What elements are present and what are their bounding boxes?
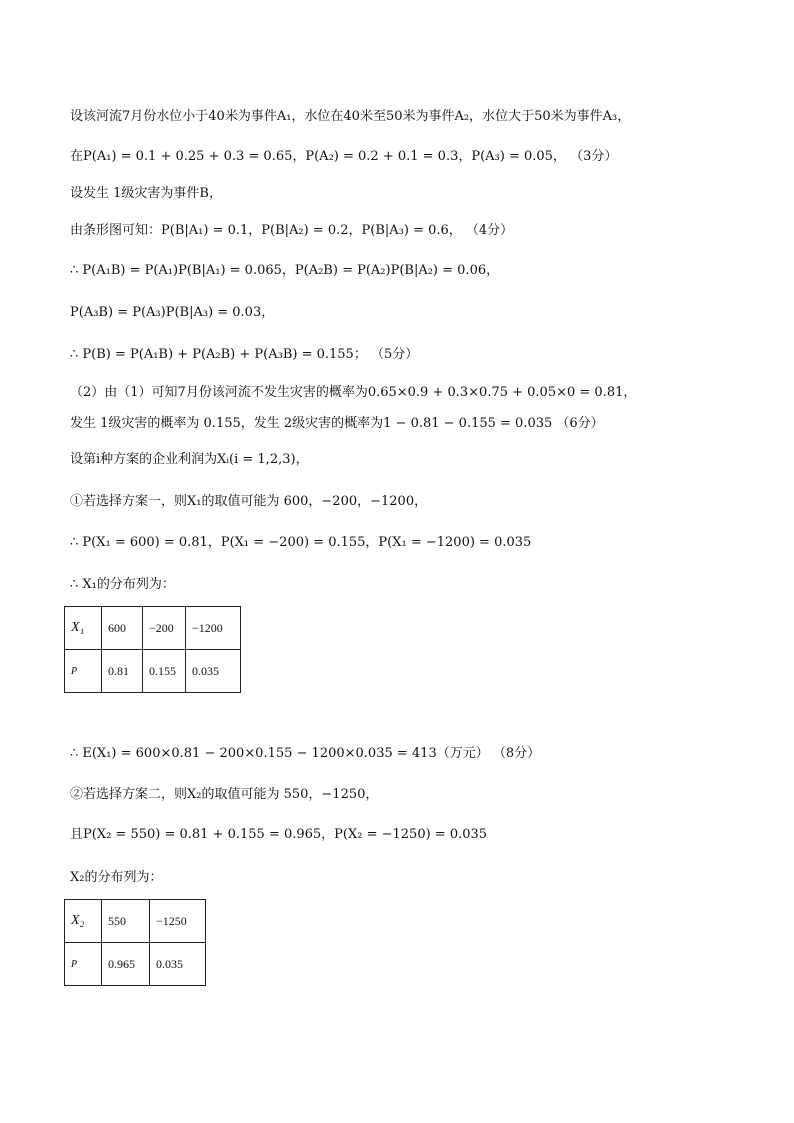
text-line: 在P(A₁) = 0.1 + 0.25 + 0.3 = 0.65，P(A₂) = 0.2 + 0.1 = 0.3，P(A₃) = 0.05， （3分） xyxy=(70,149,618,164)
text-line: （2）由（1）可知7月份该河流不发生灾害的概率为0.65×0.9 + 0.3×0.75 + 0.05×0 = 0.81， xyxy=(70,385,637,400)
table-row xyxy=(65,900,206,943)
table-row xyxy=(65,650,241,693)
text-line: X₂的分布列为： xyxy=(70,870,163,885)
distribution-table-x2 xyxy=(64,899,206,986)
text-line: 设发生 1级灾害为事件B， xyxy=(70,186,222,201)
text-line: ∴ P(X₁ = 600) = 0.81，P(X₁ = −200) = 0.155，P(X₁ = −1200) = 0.035 xyxy=(70,535,532,550)
table-row xyxy=(65,943,206,986)
distribution-table-x1 xyxy=(64,606,241,693)
table-cell: 0.035 xyxy=(186,650,241,693)
text-line: 发生 1级灾害的概率为 0.155，发生 2级灾害的概率为1 − 0.81 − 0.155 = 0.035 （6分） xyxy=(70,416,604,431)
text-line: ∴ E(X₁) = 600×0.81 − 200×0.155 − 1200×0.035 = 413（万元） （8分） xyxy=(70,746,541,761)
table-cell: −1200 xyxy=(186,607,241,650)
table-cell: X₁ xyxy=(65,607,102,650)
text-line: P(A₃B) = P(A₃)P(B|A₃) = 0.03， xyxy=(70,305,275,320)
table-cell: X₂ xyxy=(65,900,102,943)
text-line: ②若选择方案二，则X₂的取值可能为 550，−1250， xyxy=(70,787,379,802)
table-cell: 0.965 xyxy=(102,943,150,986)
text-line: ∴ P(A₁B) = P(A₁)P(B|A₁) = 0.065，P(A₂B) = P(A₂)P(B|A₂) = 0.06， xyxy=(70,263,500,278)
table-cell: P xyxy=(65,943,102,986)
table-row xyxy=(65,607,241,650)
text-line: ①若选择方案一，则X₁的取值可能为 600，−200，−1200， xyxy=(70,494,428,509)
table-cell: P xyxy=(65,650,102,693)
text-line: 设该河流7月份水位小于40米为事件A₁，水位在40米至50米为事件A₂，水位大于50米为事件A₃， xyxy=(70,109,631,124)
table-cell: 0.81 xyxy=(102,650,143,693)
text-line: ∴ P(B) = P(A₁B) + P(A₂B) + P(A₃B) = 0.155； （5分） xyxy=(70,347,419,362)
table-cell: 600 xyxy=(102,607,143,650)
text-line: 设第i种方案的企业利润为Xᵢ(i = 1,2,3)， xyxy=(70,452,309,467)
table-cell: 0.155 xyxy=(143,650,186,693)
table-cell: 0.035 xyxy=(150,943,206,986)
table-cell: −200 xyxy=(143,607,186,650)
text-line: 且P(X₂ = 550) = 0.81 + 0.155 = 0.965，P(X₂ = −1250) = 0.035 xyxy=(70,827,488,842)
table-cell: −1250 xyxy=(150,900,206,943)
text-line: ∴ X₁的分布列为： xyxy=(70,577,175,592)
text-line: 由条形图可知：P(B|A₁) = 0.1，P(B|A₂) = 0.2，P(B|A₃) = 0.6， （4分） xyxy=(70,223,514,238)
table-cell: 550 xyxy=(102,900,150,943)
